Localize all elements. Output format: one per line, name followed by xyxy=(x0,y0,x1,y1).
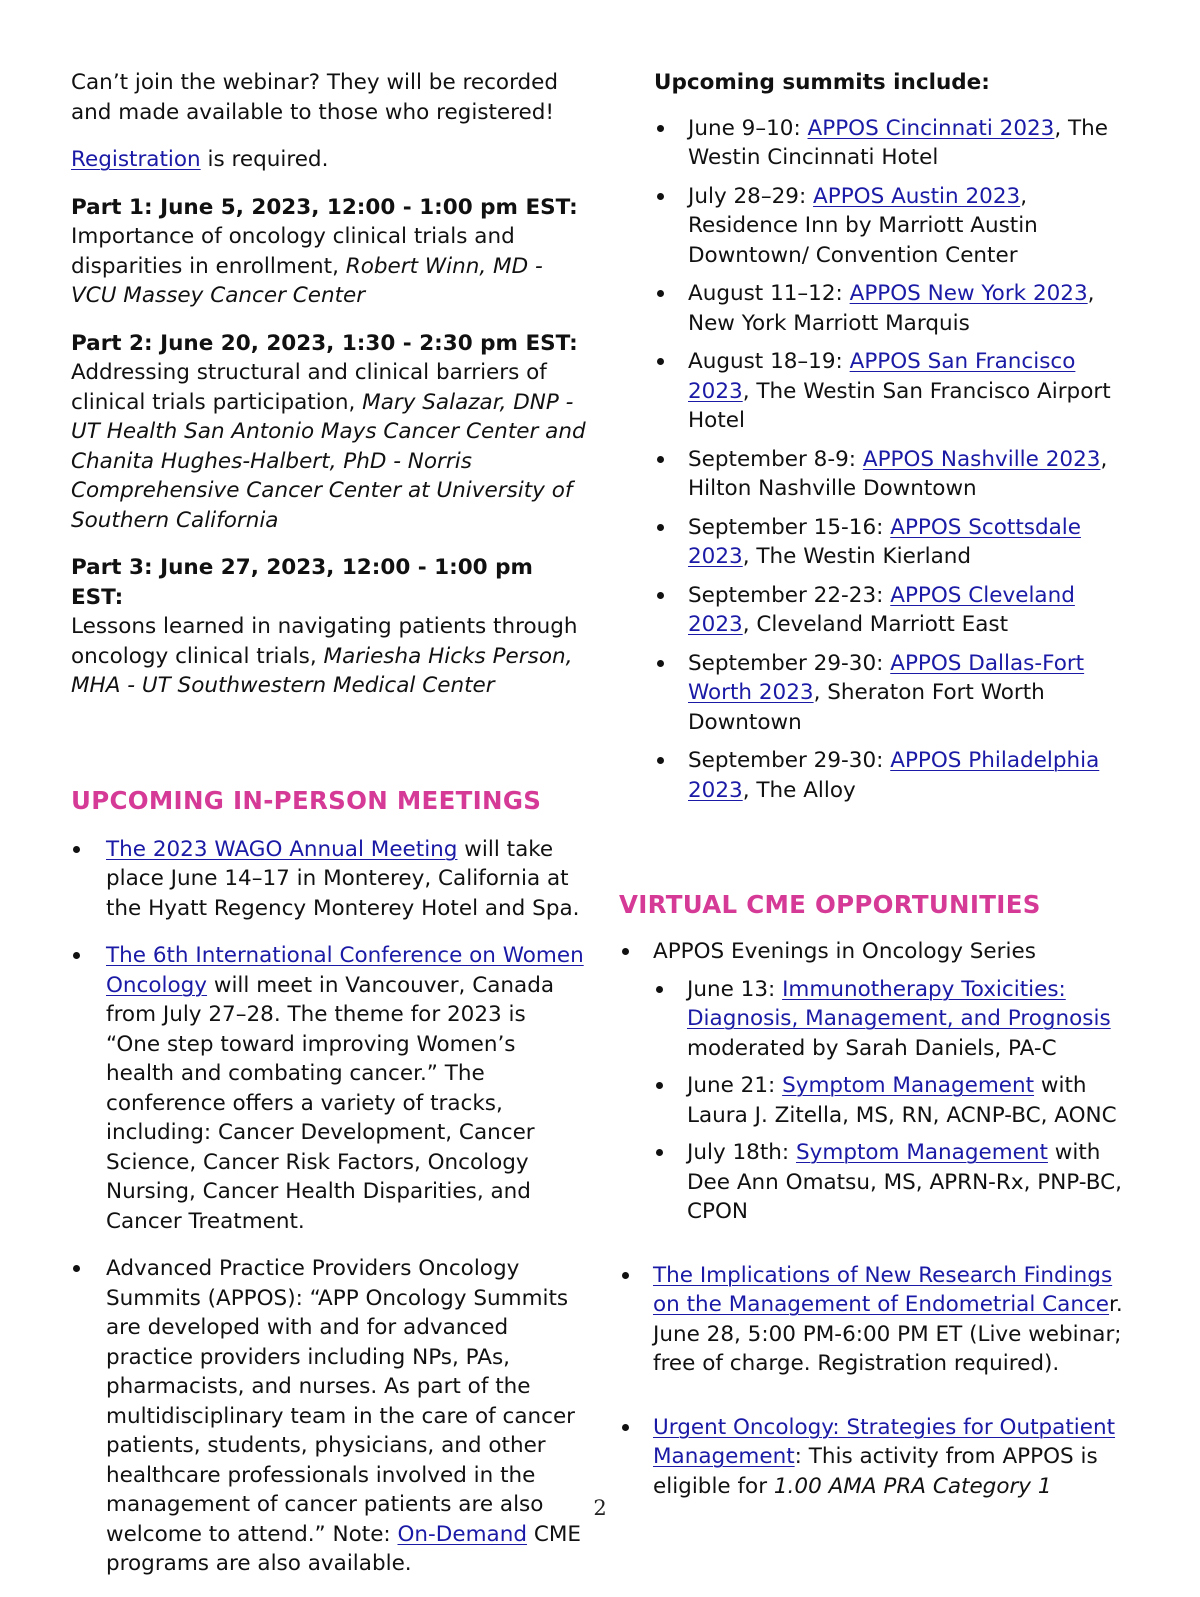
meeting-text: will meet in Vancouver, Canada from July 27–28. The theme for 2023 is “One step toward improving Women’s health and combating cancer.” The conference offers a variety of tracks, including: Cancer Development, Cancer Science, Cancer Risk Factors, Oncology Nursing, Cancer Health Disparities, and Cancer Treatment. xyxy=(106,972,555,1234)
bullet-icon xyxy=(657,193,664,200)
bullet-icon xyxy=(657,290,664,297)
bullet-icon xyxy=(657,358,664,365)
summit-venue: , The Westin Cincinnati Hotel xyxy=(688,115,1109,170)
series-link[interactable]: Immunotherapy Toxicities: Diagnosis, Management, and Prognosis xyxy=(687,976,1111,1031)
wago-link[interactable]: The 2023 WAGO Annual Meeting xyxy=(106,836,458,862)
list-item xyxy=(619,513,1139,572)
summit-venue: , Residence Inn by Marriott Austin Downtown/ Convention Center xyxy=(688,183,1038,268)
cme-list xyxy=(619,937,1139,1501)
part-heading: Part 2: June 20, 2023, 1:30 - 2:30 pm EST: xyxy=(71,330,578,356)
series-rest: with Dee Ann Omatsu, MS, APRN-Rx, PNP-BC, CPON xyxy=(687,1140,1123,1224)
meetings-list xyxy=(71,835,586,1579)
registration-line xyxy=(71,145,586,175)
summit-date: June 9–10: xyxy=(688,115,808,141)
list-item xyxy=(619,937,1139,1227)
bullet-icon xyxy=(656,986,663,993)
part-heading: Part 3: June 27, 2023, 12:00 - 1:00 pm EST: xyxy=(71,555,533,610)
bullet-icon xyxy=(622,948,629,955)
part-topic: Lessons learned in navigating patients through oncology clinical trials, xyxy=(71,614,578,669)
list-item xyxy=(71,1254,586,1579)
series-link[interactable]: Symptom Management xyxy=(796,1140,1048,1165)
bullet-icon xyxy=(657,524,664,531)
part-topic: Importance of oncology clinical trials and disparities in enrollment, xyxy=(71,224,515,279)
list-item xyxy=(619,581,1139,640)
summit-venue: , New York Marriott Marquis xyxy=(688,281,1095,336)
series-date: July 18th: xyxy=(687,1140,796,1165)
list-item xyxy=(71,941,586,1236)
list-item xyxy=(619,279,1139,338)
bullet-icon xyxy=(657,757,664,764)
page-number: 2 xyxy=(593,1496,607,1520)
cme-heading: VIRTUAL CME OPPORTUNITIES xyxy=(619,890,1041,919)
urgent-credit: 1.00 AMA PRA Category 1 xyxy=(773,1473,1052,1499)
right-column xyxy=(619,68,1139,1501)
bullet-icon xyxy=(656,1149,663,1156)
summits-list xyxy=(619,114,1139,806)
summit-venue: , Hilton Nashville Downtown xyxy=(688,446,1108,501)
on-demand-link[interactable]: On-Demand xyxy=(397,1521,527,1547)
bullet-icon xyxy=(657,125,664,132)
series-link[interactable]: Symptom Management xyxy=(782,1073,1035,1098)
list-item xyxy=(619,649,1139,738)
list-item xyxy=(71,835,586,924)
endometrial-rest: r. June 28, 5:00 PM-6:00 PM ET (Live webinar; free of charge. Registration required). xyxy=(653,1292,1123,1376)
summit-date: September 22-23: xyxy=(688,582,891,608)
series-list xyxy=(653,975,1139,1227)
part-2 xyxy=(71,329,586,536)
summit-link[interactable]: APPOS Cleveland 2023 xyxy=(688,582,1075,637)
bullet-icon xyxy=(622,1424,629,1431)
list-item xyxy=(619,445,1139,504)
part-3 xyxy=(71,553,586,701)
list-item xyxy=(653,1071,1139,1130)
summit-link[interactable]: APPOS Dallas-Fort Worth 2023 xyxy=(688,650,1085,705)
bullet-icon xyxy=(73,846,80,853)
webinar-note: Can’t join the webinar? They will be recorded and made available to those who registered! xyxy=(71,70,559,125)
summit-date: September 15-16: xyxy=(688,514,891,540)
meeting-text: Advanced Practice Providers Oncology Summits (APPOS): “APP Oncology Summits are developed with and for advanced practice providers including NPs, PAs, pharmacists, and nurses. As part of the multidisciplinary team in the care of cancer patients, students, physicians, and other healthcare professionals involved in the management of cancer patients are also welcome to attend.” Note: xyxy=(106,1256,576,1547)
list-item xyxy=(619,182,1139,271)
bullet-icon xyxy=(622,1272,629,1279)
list-item xyxy=(653,1138,1139,1227)
list-item xyxy=(619,347,1139,436)
part-heading: Part 1: June 5, 2023, 12:00 - 1:00 pm EST: xyxy=(71,194,578,220)
part-topic: Addressing structural and clinical barriers of clinical trials participation, xyxy=(71,360,547,415)
part-1 xyxy=(71,193,586,311)
summit-venue: , The Westin Kierland xyxy=(742,544,972,569)
bullet-icon xyxy=(73,952,80,959)
summit-venue: , The Alloy xyxy=(742,777,856,803)
series-title: APPOS Evenings in Oncology Series xyxy=(653,939,1036,964)
summit-link[interactable]: APPOS Nashville 2023 xyxy=(862,446,1101,472)
endometrial-link[interactable]: The Implications of New Research Findings on the Management of Endometrial Cance xyxy=(653,1262,1113,1317)
summit-date: September 8-9: xyxy=(688,446,863,472)
summit-date: August 18–19: xyxy=(688,349,850,374)
meeting-text-after: CME programs are also available. xyxy=(106,1521,581,1576)
series-date: June 21: xyxy=(687,1073,783,1098)
urgent-oncology-link[interactable]: Urgent Oncology: Strategies for Outpatient Management xyxy=(653,1414,1116,1469)
urgent-rest: : This activity from APPOS is eligible for xyxy=(653,1444,1098,1499)
series-date: June 13: xyxy=(687,976,783,1002)
summit-date: September 29-30: xyxy=(688,650,891,676)
women-oncology-link[interactable]: The 6th International Conference on Women Oncology xyxy=(106,943,584,998)
list-item xyxy=(619,1261,1139,1379)
meetings-heading: UPCOMING IN-PERSON MEETINGS xyxy=(71,785,542,815)
bullet-icon xyxy=(657,660,664,667)
registration-link[interactable]: Registration xyxy=(71,147,201,172)
summit-link[interactable]: APPOS Scottsdale 2023 xyxy=(688,514,1081,569)
summit-link[interactable]: APPOS Austin 2023 xyxy=(813,183,1021,209)
part-speakers: Mary Salazar, DNP - UT Health San Antonio Mays Cancer Center and Chanita Hughes-Halbert, PhD - Norris Comprehensive Cancer Center at University of Southern California xyxy=(71,389,586,533)
list-item xyxy=(619,746,1139,805)
meeting-text: will take place June 14–17 in Monterey, California at the Hyatt Regency Monterey Hotel and Spa. xyxy=(106,836,580,921)
summit-venue: , Cleveland Marriott East xyxy=(742,612,1009,637)
list-item xyxy=(619,114,1139,173)
bullet-icon xyxy=(73,1265,80,1272)
list-item xyxy=(619,1413,1139,1502)
bullet-icon xyxy=(656,1082,663,1089)
summits-heading: Upcoming summits include: xyxy=(654,70,990,95)
part-speakers: Robert Winn, MD - VCU Massey Cancer Center xyxy=(71,253,543,308)
summit-link[interactable]: APPOS San Francisco 2023 xyxy=(688,349,1076,404)
series-rest: with Laura J. Zitella, MS, RN, ACNP-BC, AONC xyxy=(687,1073,1117,1128)
part-speakers: Mariesha Hicks Person, MHA - UT Southwestern Medical Center xyxy=(71,643,573,698)
registration-rest: is required. xyxy=(200,147,329,172)
summit-link[interactable]: APPOS Cincinnati 2023 xyxy=(807,115,1055,141)
list-item xyxy=(653,975,1139,1064)
summit-venue: , Sheraton Fort Worth Downtown xyxy=(688,680,1045,735)
bullet-icon xyxy=(657,592,664,599)
left-column xyxy=(71,68,586,1597)
summit-date: August 11–12: xyxy=(688,281,850,306)
series-rest: moderated by Sarah Daniels, PA-C xyxy=(687,1035,1057,1061)
summit-link[interactable]: APPOS Philadelphia 2023 xyxy=(688,748,1100,803)
summit-date: July 28–29: xyxy=(688,183,814,209)
bullet-icon xyxy=(657,456,664,463)
summit-venue: , The Westin San Francisco Airport Hotel xyxy=(688,378,1111,433)
summit-link[interactable]: APPOS New York 2023 xyxy=(849,281,1088,306)
summit-date: September 29-30: xyxy=(688,748,891,773)
